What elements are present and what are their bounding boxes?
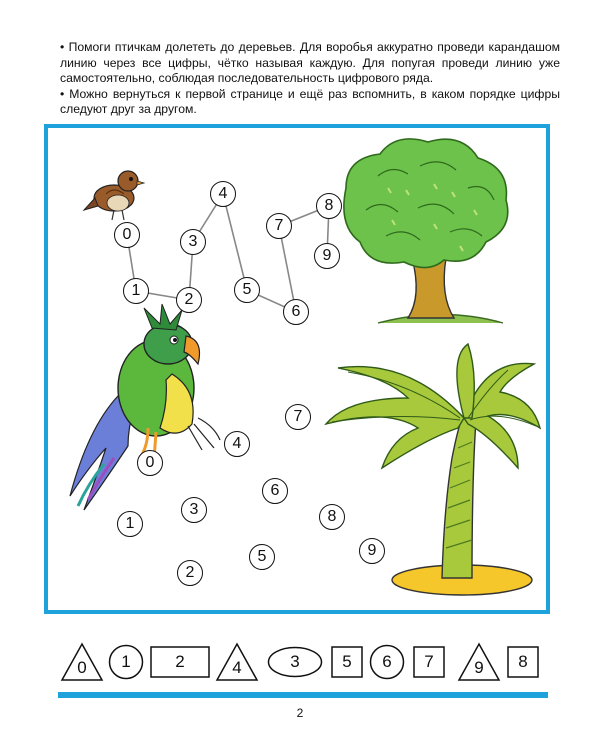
shape-label: 9 xyxy=(474,658,484,677)
shape-label: 3 xyxy=(290,652,300,671)
shape-number-row xyxy=(0,640,600,684)
shape-circle-6 xyxy=(369,644,405,680)
parrot-number-4[interactable]: 4 xyxy=(224,431,250,457)
bottom-divider xyxy=(58,692,548,698)
sparrow-number-3[interactable]: 3 xyxy=(180,229,206,255)
shape-triangle-9 xyxy=(457,642,501,682)
shape-label: 7 xyxy=(424,652,434,671)
shape-label: 1 xyxy=(121,652,131,671)
shape-triangle-4 xyxy=(215,642,259,682)
sparrow-number-6[interactable]: 6 xyxy=(283,299,309,325)
shape-label: 8 xyxy=(518,652,528,671)
sparrow-path xyxy=(127,194,329,312)
shape-label: 6 xyxy=(382,652,392,671)
parrot-number-2[interactable]: 2 xyxy=(177,560,203,586)
oak-tree-illustration xyxy=(344,139,508,323)
instruction-paragraph-1: • Помоги птичкам долететь до деревьев. Для воробья аккуратно проведи карандашом линию через все цифры, чётко называя каждую. Для попугая проведи линию уже самостоятельно, соблюдая последовательность цифрового ряда. xyxy=(60,40,560,85)
parrot-number-5[interactable]: 5 xyxy=(249,544,275,570)
sparrow-number-7[interactable]: 7 xyxy=(266,213,292,239)
sparrow-number-4[interactable]: 4 xyxy=(210,181,236,207)
shape-label: 2 xyxy=(175,652,185,671)
instruction-paragraph-2: • Можно вернуться к первой странице и ещё раз вспомнить, в каком порядке цифры следуют друг за другом. xyxy=(60,86,560,116)
shape-rectangle-2 xyxy=(150,646,210,678)
shape-label: 4 xyxy=(232,658,242,677)
shape-triangle-0 xyxy=(60,642,104,682)
sparrow-number-0[interactable]: 0 xyxy=(114,222,140,248)
parrot-number-9[interactable]: 9 xyxy=(359,538,385,564)
sparrow-number-5[interactable]: 5 xyxy=(234,277,260,303)
sparrow-number-9[interactable]: 9 xyxy=(314,243,340,269)
sparrow-number-8[interactable]: 8 xyxy=(316,193,342,219)
shape-label: 5 xyxy=(342,652,352,671)
sparrow-illustration xyxy=(84,171,144,220)
palm-tree-illustration xyxy=(326,344,540,595)
shape-label: 0 xyxy=(77,658,87,677)
exercise-frame xyxy=(44,124,550,614)
shape-square-5 xyxy=(331,646,363,678)
parrot-number-6[interactable]: 6 xyxy=(262,478,288,504)
page-number: 2 xyxy=(296,706,304,720)
sparrow-number-1[interactable]: 1 xyxy=(123,278,149,304)
parrot-number-8[interactable]: 8 xyxy=(319,504,345,530)
parrot-number-1[interactable]: 1 xyxy=(117,511,143,537)
shape-square-8 xyxy=(507,646,539,678)
instructions xyxy=(60,40,560,118)
parrot-number-3[interactable]: 3 xyxy=(181,497,207,523)
exercise-illustration xyxy=(48,128,546,610)
shape-circle-1 xyxy=(108,644,144,680)
parrot-number-0[interactable]: 0 xyxy=(137,450,163,476)
shape-ellipse-3 xyxy=(267,646,323,678)
parrot-illustration xyxy=(70,304,220,510)
sparrow-number-2[interactable]: 2 xyxy=(176,287,202,313)
shape-square-7 xyxy=(413,646,445,678)
parrot-number-7[interactable]: 7 xyxy=(285,404,311,430)
